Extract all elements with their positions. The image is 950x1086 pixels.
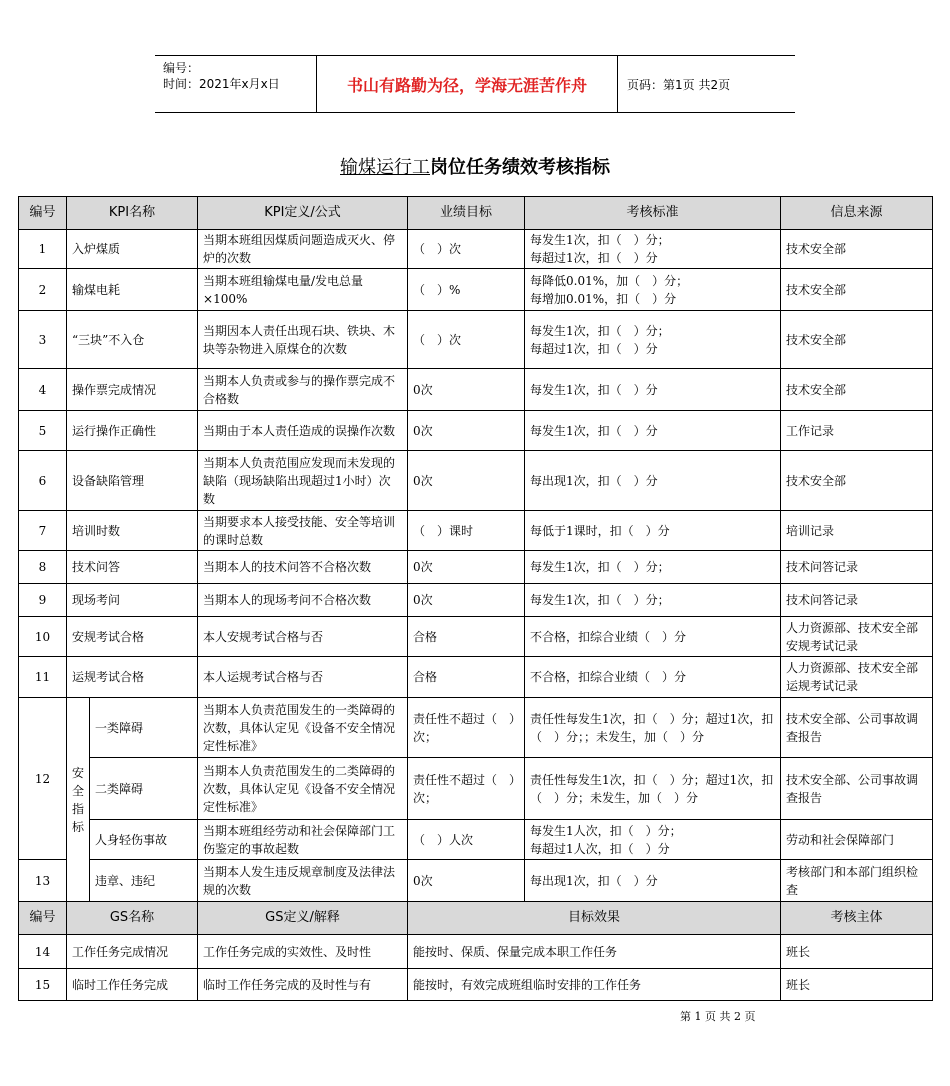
kpi-target: （ ）人次: [408, 820, 525, 860]
header-meta: [155, 56, 317, 112]
kpi-definition: 当期本人的技术问答不合格次数: [198, 551, 408, 584]
gs-definition: 临时工作任务完成的及时性与有: [198, 969, 408, 1001]
kpi-definition: 当期本人的现场考问不合格次数: [198, 584, 408, 617]
kpi-name: 二类障碍: [90, 758, 198, 820]
page-title: [0, 153, 950, 179]
standard-line: 每超过1次，扣（ ）分: [530, 251, 658, 265]
gs-effect: 能按时、保质、保量完成本职工作任务: [408, 935, 781, 969]
safety-group-label: [67, 698, 90, 902]
gs-subject: 班长: [781, 969, 933, 1001]
group-char: 全: [72, 783, 85, 798]
row-number: 2: [19, 269, 67, 311]
kpi-name: 安规考试合格: [67, 617, 198, 657]
table-row: [19, 698, 933, 758]
kpi-name: 违章、违纪: [90, 860, 198, 902]
kpi-standard: 责任性每发生1次，扣（ ）分；超过1次，扣（ ）分；未发生，加（ ）分: [525, 758, 781, 820]
kpi-definition: 当期本人负责范围应发现而未发现的缺陷（现场缺陷出现超过1小时）次数: [198, 451, 408, 511]
row-number: 5: [19, 411, 67, 451]
table-row: [19, 311, 933, 369]
kpi-definition: 当期因本人责任出现石块、铁块、木块等杂物进入原煤仓的次数: [198, 311, 408, 369]
kpi-name: 人身轻伤事故: [90, 820, 198, 860]
kpi-header-row: [19, 197, 933, 230]
table-row: [19, 584, 933, 617]
row-number: 7: [19, 511, 67, 551]
row-number: 4: [19, 369, 67, 411]
kpi-source: 技术安全部: [781, 230, 933, 269]
standard-line: 每发生1次，扣（ ）分；: [530, 323, 670, 338]
table-row: [19, 369, 933, 411]
kpi-name: 入炉煤质: [67, 230, 198, 269]
row-number: 10: [19, 617, 67, 657]
row-number: 6: [19, 451, 67, 511]
row-number: 8: [19, 551, 67, 584]
gs-header-row: [19, 902, 933, 935]
kpi-definition: 当期本人负责范围发生的一类障碍的次数，具体认定见《设备不安全情况定性标准》: [198, 698, 408, 758]
kpi-standard: 每发生1次，扣（ ）分: [525, 411, 781, 451]
gs-subject: 班长: [781, 935, 933, 969]
kpi-source: 技术安全部: [781, 311, 933, 369]
col-header: KPI名称: [67, 197, 198, 230]
table-row: [19, 820, 933, 860]
kpi-standard: 不合格，扣综合业绩（ ）分: [525, 657, 781, 698]
col-header: 考核主体: [781, 902, 933, 935]
row-number: 3: [19, 311, 67, 369]
kpi-target: 责任性不超过（ ）次；: [408, 758, 525, 820]
kpi-standard: 每发生1次，扣（ ）分: [525, 369, 781, 411]
kpi-definition: 当期本班组经劳动和社会保障部门工伤鉴定的事故起数: [198, 820, 408, 860]
kpi-source: 考核部门和本部门组织检查: [781, 860, 933, 902]
table-row: [19, 451, 933, 511]
gs-effect: 能按时，有效完成班组临时安排的工作任务: [408, 969, 781, 1001]
kpi-definition: 当期本人负责范围发生的二类障碍的次数，具体认定见《设备不安全情况定性标准》: [198, 758, 408, 820]
table-row: [19, 551, 933, 584]
standard-line: 每增加0.01%，扣（ ）分: [530, 291, 677, 306]
kpi-target: 合格: [408, 657, 525, 698]
kpi-target: 责任性不超过（ ）次；: [408, 698, 525, 758]
kpi-source: 技术问答记录: [781, 551, 933, 584]
table-row: [19, 269, 933, 311]
gs-name: 工作任务完成情况: [67, 935, 198, 969]
kpi-definition: 当期本人发生违反规章制度及法律法规的次数: [198, 860, 408, 902]
kpi-definition: 本人安规考试合格与否: [198, 617, 408, 657]
gs-name: 临时工作任务完成: [67, 969, 198, 1001]
col-header: 目标效果: [408, 902, 781, 935]
table-row: [19, 935, 933, 969]
standard-line: 每超过1次，扣（ ）分: [530, 341, 658, 356]
col-header: 信息来源: [781, 197, 933, 230]
kpi-source: 技术安全部、公司事故调查报告: [781, 698, 933, 758]
kpi-target: 0次: [408, 551, 525, 584]
kpi-definition: 当期本班组因煤质问题造成灭火、停炉的次数: [198, 230, 408, 269]
kpi-definition: 当期本人负责或参与的操作票完成不合格数: [198, 369, 408, 411]
kpi-source: 技术安全部: [781, 369, 933, 411]
kpi-target: （ ）%: [408, 269, 525, 311]
kpi-standard: 责任性每发生1次，扣（ ）分；超过1次，扣（ ）分；；未发生，加（ ）分: [525, 698, 781, 758]
kpi-name: 一类障碍: [90, 698, 198, 758]
gs-definition: 工作任务完成的实效性、及时性: [198, 935, 408, 969]
standard-line: 每超过1人次，扣（ ）分: [530, 841, 670, 856]
kpi-name: 技术问答: [67, 551, 198, 584]
kpi-standard: [525, 269, 781, 311]
page-header: [155, 55, 795, 113]
kpi-target: 0次: [408, 411, 525, 451]
kpi-name: 设备缺陷管理: [67, 451, 198, 511]
kpi-name: 操作票完成情况: [67, 369, 198, 411]
kpi-standard: [525, 311, 781, 369]
kpi-source: 技术安全部、公司事故调查报告: [781, 758, 933, 820]
table-row: [19, 657, 933, 698]
col-header: 编号: [19, 902, 67, 935]
table-row: [19, 969, 933, 1001]
doc-time-label: 时间：2021年x月x日: [163, 77, 280, 91]
kpi-source: 技术安全部: [781, 269, 933, 311]
col-header: 编号: [19, 197, 67, 230]
kpi-target: （ ）次: [408, 230, 525, 269]
row-number: 12: [19, 698, 67, 860]
doc-number-label: 编号：: [163, 61, 200, 75]
kpi-source: 人力资源部、技术安全部安规考试记录: [781, 617, 933, 657]
table-row: [19, 617, 933, 657]
title-rest: 岗位任务绩效考核指标: [430, 157, 610, 178]
kpi-standard: [525, 230, 781, 269]
table-row: [19, 230, 933, 269]
kpi-target: 0次: [408, 860, 525, 902]
row-number: 14: [19, 935, 67, 969]
kpi-name: “三块”不入仓: [67, 311, 198, 369]
kpi-name: 输煤电耗: [67, 269, 198, 311]
kpi-standard: 每出现1次，扣（ ）分: [525, 860, 781, 902]
kpi-target: 0次: [408, 584, 525, 617]
kpi-target: （ ）次: [408, 311, 525, 369]
kpi-source: 培训记录: [781, 511, 933, 551]
kpi-definition: 本人运规考试合格与否: [198, 657, 408, 698]
col-header: KPI定义/公式: [198, 197, 408, 230]
table-row: [19, 411, 933, 451]
kpi-standard: 每出现1次，扣（ ）分: [525, 451, 781, 511]
kpi-table: [18, 196, 933, 1001]
kpi-definition: 当期由于本人责任造成的误操作次数: [198, 411, 408, 451]
col-header: GS名称: [67, 902, 198, 935]
kpi-source: 工作记录: [781, 411, 933, 451]
kpi-source: 技术问答记录: [781, 584, 933, 617]
header-page-info: 页码：第1页 共2页: [627, 77, 731, 92]
kpi-target: （ ）课时: [408, 511, 525, 551]
kpi-standard: 每发生1次，扣（ ）分；: [525, 584, 781, 617]
col-header: 业绩目标: [408, 197, 525, 230]
title-underlined: 输煤运行工: [340, 157, 430, 178]
standard-line: 每发生1次，扣（ ）分；: [530, 233, 670, 247]
kpi-source: 人力资源部、技术安全部运规考试记录: [781, 657, 933, 698]
kpi-standard: 每低于1课时，扣（ ）分: [525, 511, 781, 551]
row-number: 11: [19, 657, 67, 698]
kpi-name: 现场考问: [67, 584, 198, 617]
row-number: 15: [19, 969, 67, 1001]
table-row: [19, 860, 933, 902]
kpi-standard: [525, 820, 781, 860]
group-char: 安: [72, 765, 85, 780]
standard-line: 每降低0.01%，加（ ）分；: [530, 273, 689, 288]
kpi-target: 合格: [408, 617, 525, 657]
kpi-name: 运规考试合格: [67, 657, 198, 698]
kpi-name: 运行操作正确性: [67, 411, 198, 451]
col-header: GS定义/解释: [198, 902, 408, 935]
col-header: 考核标准: [525, 197, 781, 230]
kpi-definition: 当期本班组输煤电量/发电总量×100%: [198, 269, 408, 311]
page-footer: 第 1 页 共 2 页: [680, 1010, 756, 1023]
kpi-definition: 当期要求本人接受技能、安全等培训的课时总数: [198, 511, 408, 551]
kpi-source: 技术安全部: [781, 451, 933, 511]
row-number: 13: [19, 860, 67, 902]
kpi-target: 0次: [408, 369, 525, 411]
group-char: 指: [72, 801, 85, 816]
standard-line: 每发生1人次，扣（ ）分；: [530, 823, 682, 838]
header-motto: 书山有路勤为径，学海无涯苦作舟: [317, 56, 618, 112]
group-char: 标: [72, 819, 85, 834]
kpi-standard: 每发生1次，扣（ ）分；: [525, 551, 781, 584]
row-number: 9: [19, 584, 67, 617]
kpi-target: 0次: [408, 451, 525, 511]
row-number: 1: [19, 230, 67, 269]
table-row: [19, 758, 933, 820]
kpi-source: 劳动和社会保障部门: [781, 820, 933, 860]
kpi-name: 培训时数: [67, 511, 198, 551]
table-row: [19, 511, 933, 551]
kpi-standard: 不合格，扣综合业绩（ ）分: [525, 617, 781, 657]
